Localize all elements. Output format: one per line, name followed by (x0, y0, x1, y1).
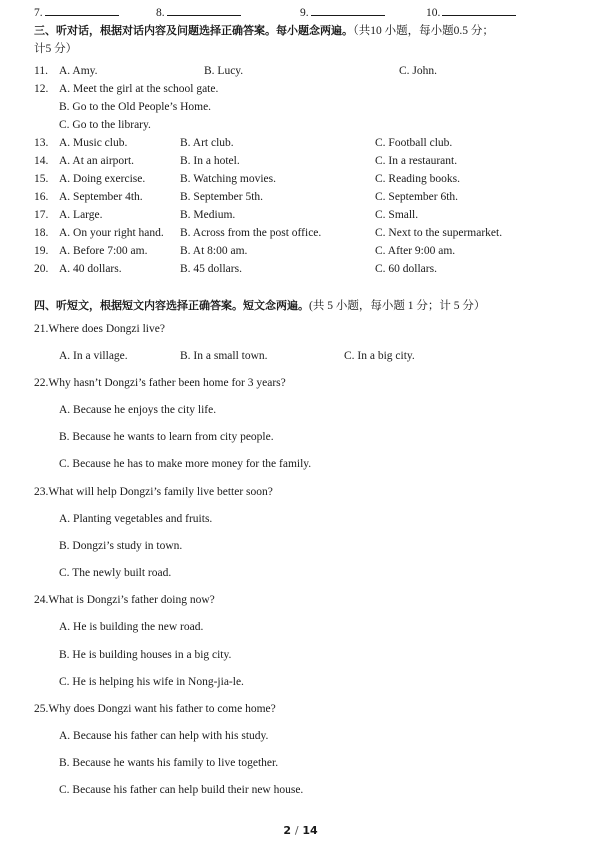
answer-blank-8[interactable]: 8. (156, 4, 241, 19)
option-b[interactable]: B. Medium. (180, 209, 236, 221)
option-a[interactable]: A. In a village. (59, 350, 128, 362)
question-18: 18. A. On your right hand. B. Across from the post office. C. Next to the supermarket. (34, 227, 503, 239)
question-21: 21.Where does Dongzi live? (34, 323, 165, 335)
option-c[interactable]: C. Next to the supermarket. (375, 227, 503, 239)
option-a[interactable]: A. At an airport. (59, 155, 135, 167)
option-c[interactable]: C. Football club. (375, 137, 453, 149)
question-25: 25.Why does Dongzi want his father to come home? (34, 703, 276, 715)
option-a[interactable]: A. Large. (59, 209, 103, 221)
option-b[interactable]: B. Lucy. (204, 65, 244, 77)
option-a[interactable]: A. He is building the new road. (59, 621, 204, 633)
option-a[interactable]: A. September 4th. (59, 191, 143, 203)
option-a[interactable]: A. Because he enjoys the city life. (59, 404, 217, 416)
current-page: 2 (283, 824, 291, 837)
option-c[interactable]: C. Reading books. (375, 173, 460, 185)
option-c[interactable]: C. Small. (375, 209, 419, 221)
answer-blank-7[interactable]: 7. (34, 4, 119, 19)
option-a[interactable]: A. Music club. (59, 137, 128, 149)
option-b[interactable]: B. Art club. (180, 137, 234, 149)
question-16: 16. A. September 4th. B. September 5th. C. September 6th. (34, 191, 459, 203)
option-b[interactable]: B. September 5th. (180, 191, 264, 203)
question-19: 19. A. Before 7:00 am. B. At 8:00 am. C. After 9:00 am. (34, 245, 456, 257)
option-c[interactable]: C. John. (399, 65, 438, 77)
option-b[interactable]: B. Dongzi’s study in town. (59, 540, 183, 552)
option-c[interactable]: C. 60 dollars. (375, 263, 437, 275)
option-b[interactable]: B. In a small town. (180, 350, 268, 362)
question-23: 23.What will help Dongzi’s family live better soon? (34, 486, 273, 498)
answer-blanks-row (34, 4, 601, 20)
option-c[interactable]: C. Because he has to make more money for the family. (59, 458, 312, 470)
question-24: 24.What is Dongzi’s father doing now? (34, 594, 215, 606)
question-14: 14. A. At an airport. B. In a hotel. C. In a restaurant. (34, 155, 458, 167)
option-b[interactable]: B. Watching movies. (180, 173, 276, 185)
question-17: 17. A. Large. B. Medium. C. Small. (34, 209, 419, 221)
option-a[interactable]: A. On your right hand. (59, 227, 164, 239)
option-c[interactable]: C. Because his father can help build their new house. (59, 784, 304, 796)
option-b[interactable]: B. Across from the post office. (180, 227, 322, 239)
option-b[interactable]: B. 45 dollars. (180, 263, 242, 275)
question-12-option-c-row (34, 117, 594, 133)
option-a[interactable]: A. Doing exercise. (59, 173, 146, 185)
question-22: 22.Why hasn’t Dongzi’s father been home for 3 years? (34, 377, 286, 389)
section4-title: 四、听短文，根据短文内容选择正确答案。短文念两遍。(共 5 小题，每小题 1 分；计 5 分） (34, 299, 486, 312)
option-c[interactable]: C. September 6th. (375, 191, 459, 203)
option-a[interactable]: A. 40 dollars. (59, 263, 122, 275)
question-11: 11. A. Amy. B. Lucy. C. John. (34, 65, 438, 77)
option-c[interactable]: C. The newly built road. (59, 567, 172, 579)
answer-blank-10[interactable]: 10. (426, 4, 516, 19)
option-a[interactable]: A. Planting vegetables and fruits. (59, 513, 213, 525)
option-a[interactable]: A. Amy. (59, 65, 98, 77)
option-b[interactable]: B. Because he wants his family to live together. (59, 757, 279, 769)
answer-blank-9[interactable]: 9. (300, 4, 385, 19)
option-b[interactable]: B. At 8:00 am. (180, 245, 248, 257)
page-number (0, 824, 601, 837)
option-b[interactable]: B. He is building houses in a big city. (59, 649, 232, 661)
question-15: 15. A. Doing exercise. B. Watching movies. C. Reading books. (34, 173, 460, 185)
option-c[interactable]: C. In a big city. (344, 350, 415, 362)
option-a[interactable]: A. Because his father can help with his study. (59, 730, 269, 742)
total-pages: 14 (302, 824, 318, 837)
option-a[interactable]: A. Meet the girl at the school gate. (59, 83, 219, 95)
question-20: 20. A. 40 dollars. B. 45 dollars. C. 60 dollars. (34, 263, 437, 275)
option-b[interactable]: B. Because he wants to learn from city people. (59, 431, 274, 443)
option-c[interactable]: C. Go to the library. (59, 119, 151, 131)
option-c[interactable]: C. After 9:00 am. (375, 245, 456, 257)
option-b[interactable]: B. In a hotel. (180, 155, 240, 167)
section3-title: 三、听对话，根据对话内容及问题选择正确答案。每小题念两遍。（共10 小题，每小题0.5 分； 计5 分） (34, 24, 494, 55)
option-c[interactable]: C. In a restaurant. (375, 155, 458, 167)
page-separator: / (294, 824, 299, 837)
option-c[interactable]: C. He is helping his wife in Nong-jia-le. (59, 676, 244, 688)
option-a[interactable]: A. Before 7:00 am. (59, 245, 148, 257)
question-12-option-b-row (34, 99, 594, 115)
option-b[interactable]: B. Go to the Old People’s Home. (59, 101, 212, 113)
question-12: 12. A. Meet the girl at the school gate. (34, 83, 219, 95)
question-13: 13. A. Music club. B. Art club. C. Football club. (34, 137, 453, 149)
